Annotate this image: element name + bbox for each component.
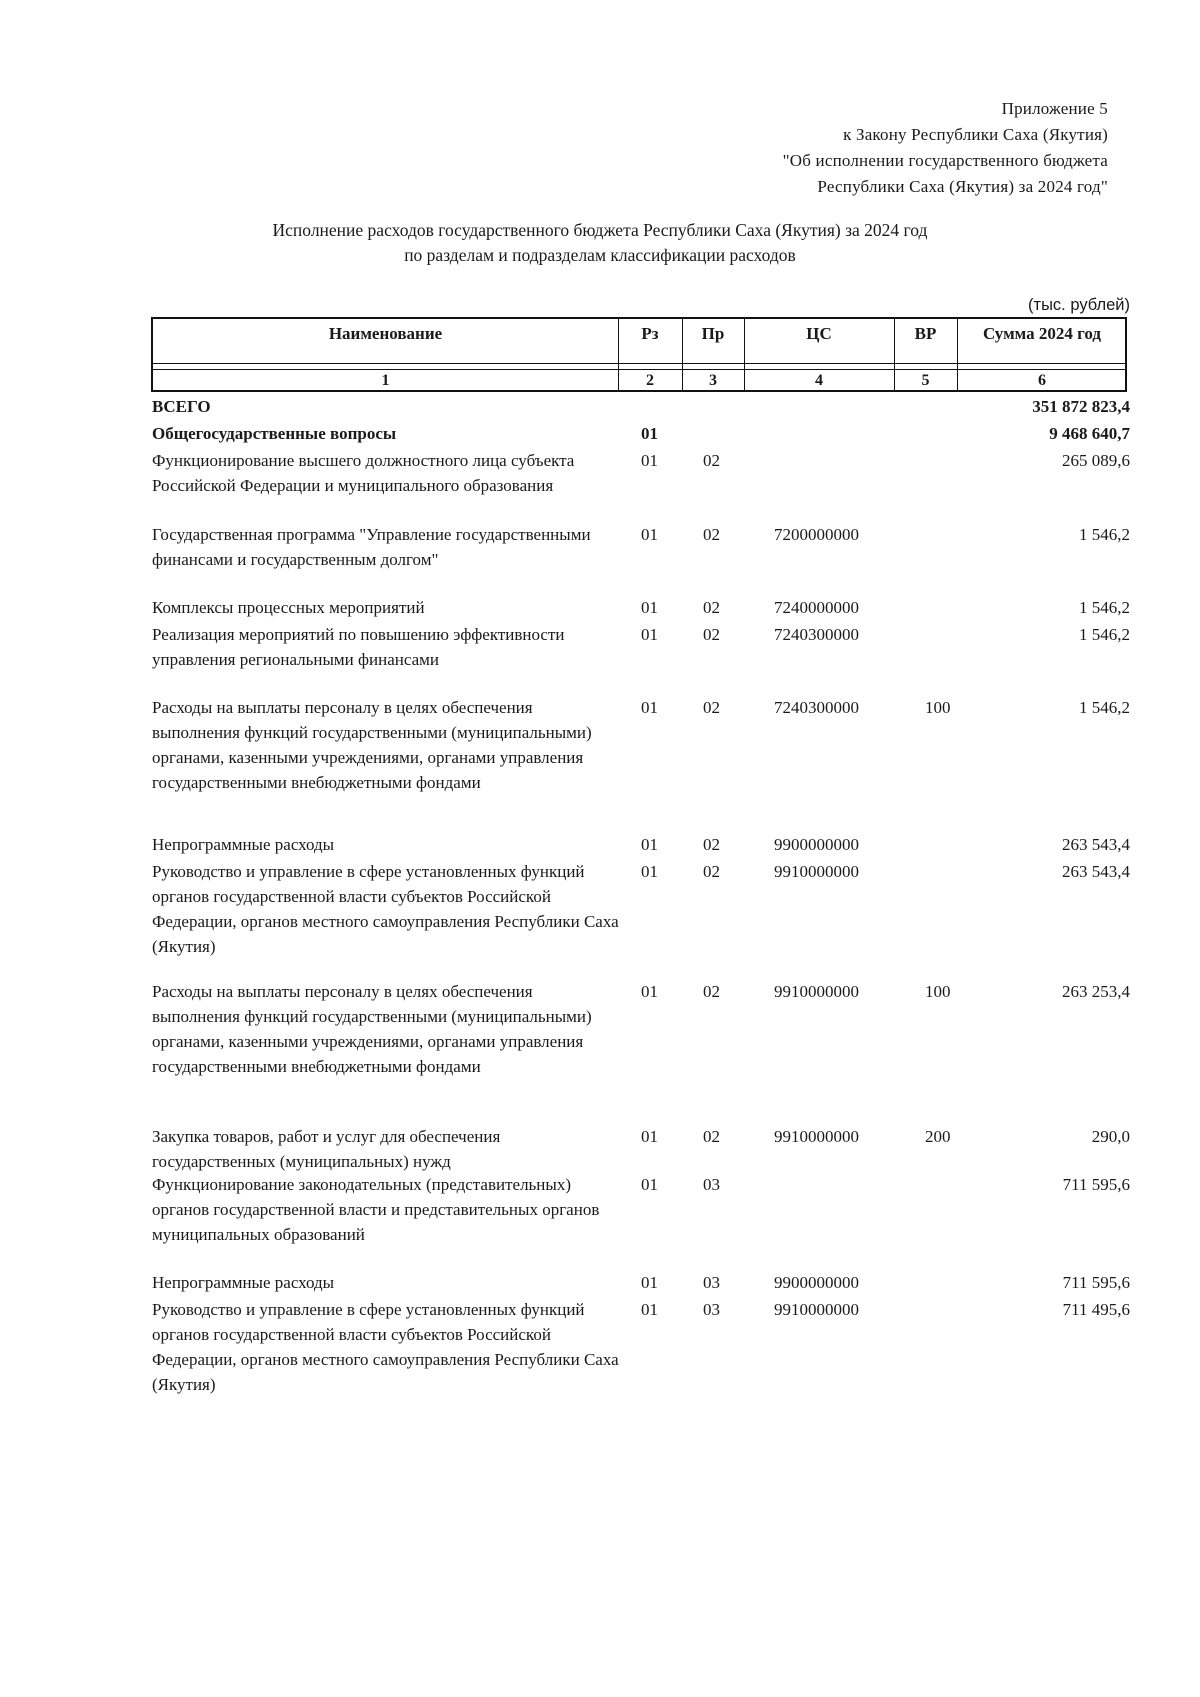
row-name: Общегосударственные вопросы — [152, 424, 397, 443]
appendix-note — [588, 96, 1108, 200]
row-sum: 263 543,4 — [1062, 835, 1130, 854]
row-pr: 02 — [703, 525, 720, 544]
col-number-4: 4 — [815, 372, 823, 389]
units-label: (тыс. рублей) — [1028, 296, 1130, 314]
row-name: Руководство и управление в сфере установленных функций органов государственной власти субъектов Российской Федерации, органов местного самоуправления Республики Саха (Якутия) — [152, 1300, 619, 1394]
row-sum: 711 595,6 — [1062, 1175, 1130, 1194]
title-line-2: по разделам и подразделам классификации расходов — [404, 245, 796, 265]
col-number-2: 2 — [646, 372, 654, 389]
row-rz: 01 — [641, 1300, 658, 1319]
row-cs: 7240000000 — [774, 598, 859, 617]
appendix-line-3: "Об исполнении государственного бюджета — [782, 151, 1108, 170]
row-rz: 01 — [641, 698, 658, 717]
row-name: Руководство и управление в сфере установленных функций органов государственной власти субъектов Российской Федерации, органов местного самоуправления Республики Саха (Якутия) — [152, 862, 619, 956]
row-rz: 01 — [641, 1127, 658, 1146]
row-name: Расходы на выплаты персоналу в целях обеспечения выполнения функций государственными (муниципальными) органами, казенными учреждениями, органами управления государственными внебюджетными фондами — [152, 982, 592, 1076]
header-rz: Рз — [641, 324, 659, 343]
header-name: Наименование — [328, 324, 443, 343]
row-pr: 02 — [703, 451, 720, 470]
col-number-5: 5 — [921, 372, 930, 389]
row-sum: 290,0 — [1091, 1127, 1130, 1146]
row-rz: 01 — [641, 982, 658, 1001]
row-cs: 9910000000 — [774, 982, 859, 1001]
row-name: Функционирование высшего должностного лица субъекта Российской Федерации и муниципального образования — [152, 451, 575, 495]
header-pr: Пр — [701, 324, 725, 343]
row-cs: 9910000000 — [774, 1127, 859, 1146]
row-rz: 01 — [641, 451, 658, 470]
row-cs: 7240300000 — [774, 698, 859, 717]
row-sum: 1 546,2 — [1079, 625, 1130, 644]
row-pr: 03 — [703, 1273, 720, 1292]
row-pr: 02 — [703, 625, 720, 644]
row-pr: 02 — [703, 982, 720, 1001]
row-sum: 9 468 640,7 — [1049, 424, 1130, 443]
document-title — [150, 218, 1050, 268]
row-cs: 7240300000 — [774, 625, 859, 644]
col-number-3: 3 — [709, 372, 717, 389]
appendix-line-1: Приложение 5 — [1001, 99, 1108, 118]
row-rz: 01 — [641, 862, 658, 881]
appendix-line-4: Республики Саха (Якутия) за 2024 год" — [817, 177, 1108, 196]
row-name: ВСЕГО — [152, 397, 211, 416]
row-vr: 200 — [925, 1127, 951, 1146]
row-sum: 1 546,2 — [1079, 698, 1130, 717]
row-name: Расходы на выплаты персоналу в целях обеспечения выполнения функций государственными (муниципальными) органами, казенными учреждениями, органами управления государственными внебюджетными фондами — [152, 698, 592, 792]
row-sum: 1 546,2 — [1079, 525, 1130, 544]
row-pr: 02 — [703, 698, 720, 717]
row-cs: 7200000000 — [774, 525, 859, 544]
row-name: Непрограммные расходы — [152, 1273, 335, 1292]
row-rz: 01 — [641, 1273, 658, 1292]
row-pr: 02 — [703, 598, 720, 617]
row-rz: 01 — [641, 525, 658, 544]
row-pr: 02 — [703, 835, 720, 854]
row-sum: 351 872 823,4 — [1032, 397, 1130, 416]
row-pr: 02 — [703, 1127, 720, 1146]
row-rz: 01 — [641, 1175, 658, 1194]
row-name: Функционирование законодательных (представительных) органов государственной власти и представительных органов муниципальных образований — [152, 1175, 600, 1244]
title-line-1: Исполнение расходов государственного бюджета Республики Саха (Якутия) за 2024 год — [272, 220, 928, 240]
row-name: Государственная программа "Управление государственными финансами и государственным долгом" — [152, 525, 591, 569]
row-vr: 100 — [925, 698, 951, 717]
row-vr: 100 — [925, 982, 951, 1001]
row-sum: 711 595,6 — [1062, 1273, 1130, 1292]
col-number-1: 1 — [381, 372, 390, 389]
header-cs: ЦС — [806, 324, 832, 343]
row-pr: 03 — [703, 1300, 720, 1319]
row-sum: 263 253,4 — [1062, 982, 1130, 1001]
row-sum: 265 089,6 — [1062, 451, 1130, 470]
row-cs: 9910000000 — [774, 1300, 859, 1319]
row-name: Реализация мероприятий по повышению эффективности управления региональными финансами — [152, 625, 565, 669]
header-vr: ВР — [914, 324, 937, 343]
row-name: Комплексы процессных мероприятий — [152, 598, 425, 617]
row-name: Закупка товаров, работ и услуг для обеспечения государственных (муниципальных) нужд — [152, 1127, 501, 1171]
col-number-6: 6 — [1038, 372, 1046, 389]
appendix-line-2: к Закону Республики Саха (Якутия) — [843, 125, 1108, 144]
row-cs: 9910000000 — [774, 862, 859, 881]
row-sum: 263 543,4 — [1062, 862, 1130, 881]
row-rz: 01 — [641, 424, 658, 443]
row-cs: 9900000000 — [774, 1273, 859, 1292]
header-sum: Сумма 2024 год — [982, 324, 1102, 343]
row-cs: 9900000000 — [774, 835, 859, 854]
row-rz: 01 — [641, 598, 658, 617]
row-sum: 1 546,2 — [1079, 598, 1130, 617]
row-pr: 02 — [703, 862, 720, 881]
row-name: Непрограммные расходы — [152, 835, 335, 854]
row-rz: 01 — [641, 625, 658, 644]
row-sum: 711 495,6 — [1062, 1300, 1130, 1319]
table-header — [151, 317, 1127, 392]
row-pr: 03 — [703, 1175, 720, 1194]
row-rz: 01 — [641, 835, 658, 854]
